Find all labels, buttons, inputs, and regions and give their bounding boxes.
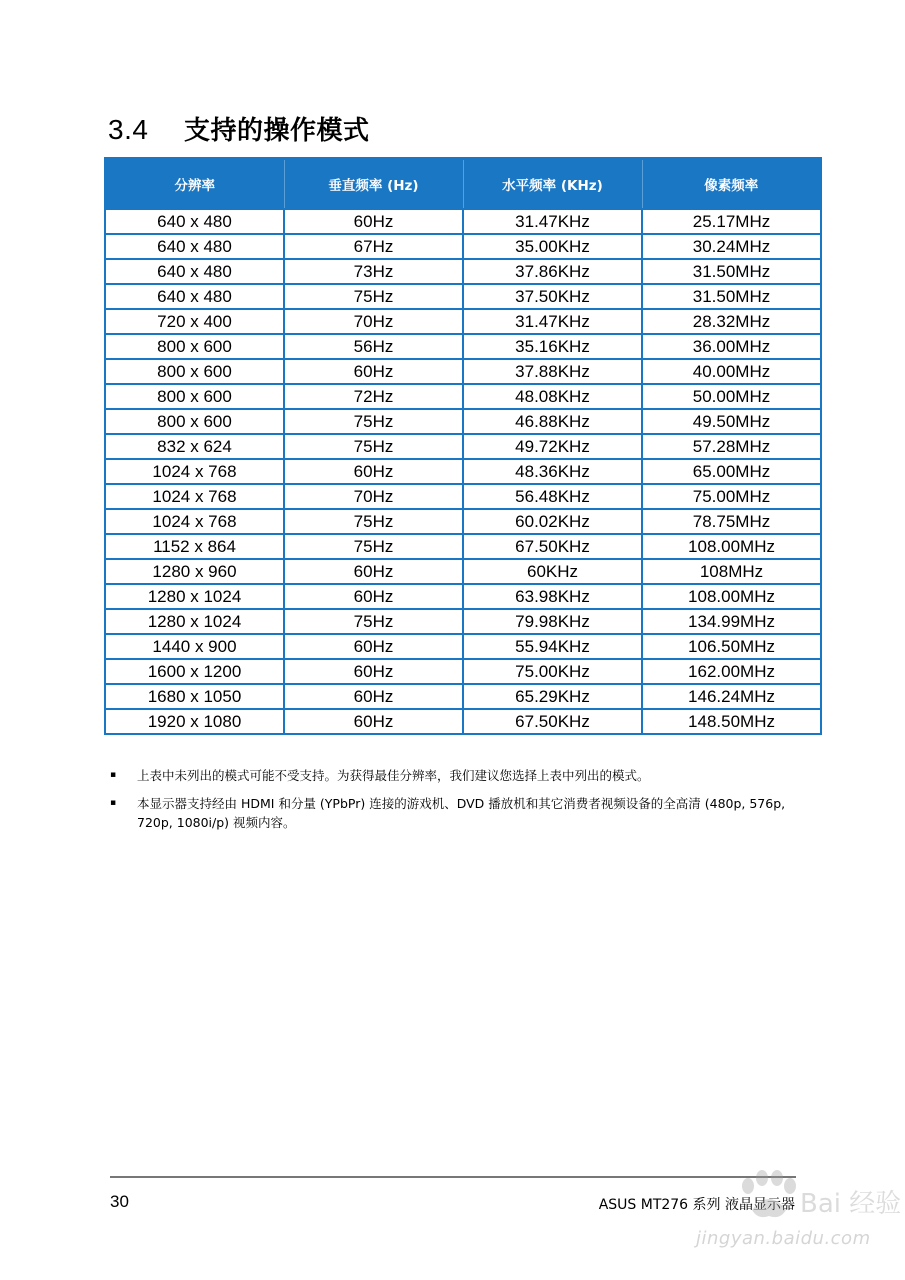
- cell-resolution: 1280 x 960: [105, 559, 284, 584]
- cell-vertical-frequency: 60Hz: [284, 584, 463, 609]
- cell-horizontal-frequency: 60KHz: [463, 559, 642, 584]
- cell-horizontal-frequency: 79.98KHz: [463, 609, 642, 634]
- cell-horizontal-frequency: 56.48KHz: [463, 484, 642, 509]
- cell-horizontal-frequency: 37.86KHz: [463, 259, 642, 284]
- cell-horizontal-frequency: 55.94KHz: [463, 634, 642, 659]
- cell-resolution: 832 x 624: [105, 434, 284, 459]
- notes: [110, 766, 810, 841]
- bullet-icon: ▪: [110, 798, 117, 808]
- cell-horizontal-frequency: 35.00KHz: [463, 234, 642, 259]
- cell-vertical-frequency: 60Hz: [284, 709, 463, 734]
- table-row: [105, 209, 821, 234]
- table-body: [105, 209, 821, 734]
- cell-horizontal-frequency: 67.50KHz: [463, 534, 642, 559]
- table-row: [105, 259, 821, 284]
- table-row: [105, 484, 821, 509]
- cell-vertical-frequency: 67Hz: [284, 234, 463, 259]
- cell-vertical-frequency: 75Hz: [284, 534, 463, 559]
- cell-horizontal-frequency: 31.47KHz: [463, 209, 642, 234]
- cell-pixel-frequency: 78.75MHz: [642, 509, 821, 534]
- cell-resolution: 1024 x 768: [105, 459, 284, 484]
- cell-pixel-frequency: 36.00MHz: [642, 334, 821, 359]
- cell-resolution: 800 x 600: [105, 384, 284, 409]
- note-item: [110, 766, 810, 785]
- header-vertical-frequency: 垂直频率 (Hz): [284, 159, 463, 210]
- cell-horizontal-frequency: 65.29KHz: [463, 684, 642, 709]
- table-row: [105, 684, 821, 709]
- table-row: [105, 234, 821, 259]
- cell-resolution: 1440 x 900: [105, 634, 284, 659]
- cell-pixel-frequency: 75.00MHz: [642, 484, 821, 509]
- header-pixel-frequency: 像素频率: [642, 159, 821, 210]
- cell-resolution: 1680 x 1050: [105, 684, 284, 709]
- cell-pixel-frequency: 28.32MHz: [642, 309, 821, 334]
- header-resolution: 分辨率: [105, 159, 284, 210]
- cell-resolution: 800 x 600: [105, 359, 284, 384]
- cell-resolution: 1024 x 768: [105, 509, 284, 534]
- cell-resolution: 1600 x 1200: [105, 659, 284, 684]
- cell-vertical-frequency: 75Hz: [284, 409, 463, 434]
- section-heading: 支持的操作模式: [184, 116, 370, 146]
- watermark-logo-text: Bai 经验: [800, 1189, 902, 1219]
- cell-resolution: 640 x 480: [105, 259, 284, 284]
- cell-resolution: 1152 x 864: [105, 534, 284, 559]
- cell-pixel-frequency: 134.99MHz: [642, 609, 821, 634]
- cell-pixel-frequency: 162.00MHz: [642, 659, 821, 684]
- cell-pixel-frequency: 65.00MHz: [642, 459, 821, 484]
- section-title: [108, 110, 370, 147]
- cell-vertical-frequency: 75Hz: [284, 434, 463, 459]
- cell-vertical-frequency: 70Hz: [284, 484, 463, 509]
- cell-pixel-frequency: 108.00MHz: [642, 584, 821, 609]
- cell-vertical-frequency: 60Hz: [284, 559, 463, 584]
- operating-modes-table: [104, 157, 822, 735]
- baidu-paw-logo-icon: [690, 1166, 902, 1222]
- cell-resolution: 1280 x 1024: [105, 584, 284, 609]
- cell-pixel-frequency: 49.50MHz: [642, 409, 821, 434]
- cell-horizontal-frequency: 31.47KHz: [463, 309, 642, 334]
- table-row: [105, 609, 821, 634]
- cell-vertical-frequency: 60Hz: [284, 459, 463, 484]
- cell-pixel-frequency: 57.28MHz: [642, 434, 821, 459]
- cell-horizontal-frequency: 37.50KHz: [463, 284, 642, 309]
- cell-horizontal-frequency: 35.16KHz: [463, 334, 642, 359]
- cell-resolution: 640 x 480: [105, 234, 284, 259]
- cell-pixel-frequency: 50.00MHz: [642, 384, 821, 409]
- note-text: 本显示器支持经由 HDMI 和分量 (YPbPr) 连接的游戏机、DVD 播放机和其它消费者视频设备的全高清 (480p, 576p, 720p, 1080i/p) 视频内容。: [137, 796, 786, 830]
- cell-vertical-frequency: 75Hz: [284, 284, 463, 309]
- cell-vertical-frequency: 60Hz: [284, 659, 463, 684]
- table-row: [105, 459, 821, 484]
- table-row: [105, 559, 821, 584]
- cell-vertical-frequency: 60Hz: [284, 634, 463, 659]
- cell-vertical-frequency: 60Hz: [284, 684, 463, 709]
- cell-vertical-frequency: 72Hz: [284, 384, 463, 409]
- cell-horizontal-frequency: 75.00KHz: [463, 659, 642, 684]
- cell-pixel-frequency: 108.00MHz: [642, 534, 821, 559]
- cell-horizontal-frequency: 48.36KHz: [463, 459, 642, 484]
- cell-resolution: 1024 x 768: [105, 484, 284, 509]
- table-row: [105, 434, 821, 459]
- cell-vertical-frequency: 75Hz: [284, 509, 463, 534]
- table-row: [105, 309, 821, 334]
- section-number: 3.4: [108, 114, 149, 145]
- watermark-url: jingyan.baidu.com: [696, 1228, 871, 1249]
- table-row: [105, 534, 821, 559]
- cell-resolution: 1280 x 1024: [105, 609, 284, 634]
- cell-pixel-frequency: 148.50MHz: [642, 709, 821, 734]
- table-row: [105, 359, 821, 384]
- cell-horizontal-frequency: 49.72KHz: [463, 434, 642, 459]
- cell-resolution: 800 x 600: [105, 334, 284, 359]
- table-row: [105, 334, 821, 359]
- product-name: ASUS MT276 系列 液晶显示器: [598, 1197, 795, 1213]
- table-row: [105, 709, 821, 734]
- cell-horizontal-frequency: 67.50KHz: [463, 709, 642, 734]
- cell-resolution: 640 x 480: [105, 284, 284, 309]
- baidu-watermark: [686, 1140, 902, 1270]
- note-text: 上表中未列出的模式可能不受支持。为获得最佳分辨率，我们建议您选择上表中列出的模式。: [137, 768, 650, 783]
- cell-resolution: 640 x 480: [105, 209, 284, 234]
- bullet-icon: ▪: [110, 770, 117, 780]
- table-row: [105, 659, 821, 684]
- table-row: [105, 409, 821, 434]
- cell-pixel-frequency: 31.50MHz: [642, 284, 821, 309]
- table-row: [105, 584, 821, 609]
- cell-pixel-frequency: 108MHz: [642, 559, 821, 584]
- cell-vertical-frequency: 70Hz: [284, 309, 463, 334]
- cell-vertical-frequency: 56Hz: [284, 334, 463, 359]
- cell-pixel-frequency: 146.24MHz: [642, 684, 821, 709]
- cell-pixel-frequency: 40.00MHz: [642, 359, 821, 384]
- header-horizontal-frequency: 水平频率 (KHz): [463, 159, 642, 210]
- cell-resolution: 800 x 600: [105, 409, 284, 434]
- cell-pixel-frequency: 106.50MHz: [642, 634, 821, 659]
- table-row: [105, 284, 821, 309]
- table-row: [105, 384, 821, 409]
- note-item: [110, 794, 810, 832]
- page-number: 30: [110, 1192, 129, 1211]
- cell-vertical-frequency: 75Hz: [284, 609, 463, 634]
- cell-horizontal-frequency: 48.08KHz: [463, 384, 642, 409]
- cell-vertical-frequency: 73Hz: [284, 259, 463, 284]
- cell-vertical-frequency: 60Hz: [284, 359, 463, 384]
- table-row: [105, 634, 821, 659]
- cell-horizontal-frequency: 63.98KHz: [463, 584, 642, 609]
- cell-horizontal-frequency: 37.88KHz: [463, 359, 642, 384]
- cell-pixel-frequency: 31.50MHz: [642, 259, 821, 284]
- cell-vertical-frequency: 60Hz: [284, 209, 463, 234]
- table-row: [105, 509, 821, 534]
- cell-pixel-frequency: 30.24MHz: [642, 234, 821, 259]
- cell-horizontal-frequency: 60.02KHz: [463, 509, 642, 534]
- cell-resolution: 720 x 400: [105, 309, 284, 334]
- cell-horizontal-frequency: 46.88KHz: [463, 409, 642, 434]
- cell-pixel-frequency: 25.17MHz: [642, 209, 821, 234]
- table-header-row: [105, 159, 821, 210]
- cell-resolution: 1920 x 1080: [105, 709, 284, 734]
